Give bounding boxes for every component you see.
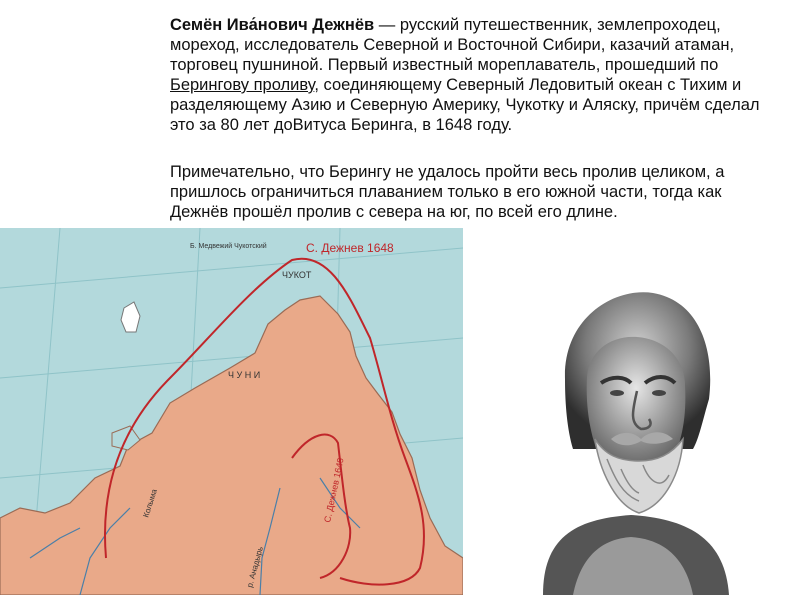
intro-text-a: — русский путешественник, землепроходец, мореход, исследователь Северной и Восточной Сибири, казачий атаман, торговец пушниной. Первый известный мореплаватель, прошедший по xyxy=(170,16,735,74)
label-chukotka: Ч У Н И xyxy=(228,370,261,380)
intro-text-b: , соединяющему Северный Ледовитый океан с Тихим и разделяющему Азию и Северную Америку, Чукотку и Аляску, причём сделал это за 80 лет доВитуса Беринга, в 1648 году. xyxy=(170,76,760,134)
label-island: Б. Медвежий Чукотский xyxy=(190,243,267,250)
label-river: р. Анадырь xyxy=(245,545,265,589)
label-route-1648: С. Дежнев 1648 xyxy=(306,241,394,255)
label-chukchi: ЧУКОТ xyxy=(282,270,312,280)
route-map xyxy=(0,228,463,595)
route-map-svg xyxy=(0,228,463,595)
bering-strait-link[interactable]: Берингову проливу xyxy=(170,76,315,94)
chukotka-land xyxy=(0,296,463,595)
person-name: Семён Ива́нович Дежнёв xyxy=(170,16,375,34)
label-route-1649: С. Дежнев 1649 xyxy=(322,456,346,524)
bust-portrait-icon xyxy=(503,269,760,595)
note-paragraph: Примечательно, что Берингу не удалось пройти весь пролив целиком, а пришлось ограничиться плаванием только в его южной части, тогда как Дежнёв прошёл пролив с севера на юг, по всей его длине. xyxy=(170,163,725,221)
island-shape xyxy=(121,302,140,332)
portrait-image xyxy=(503,269,760,595)
intro-paragraph xyxy=(170,15,782,135)
label-kolyma: Колыма xyxy=(141,487,159,519)
